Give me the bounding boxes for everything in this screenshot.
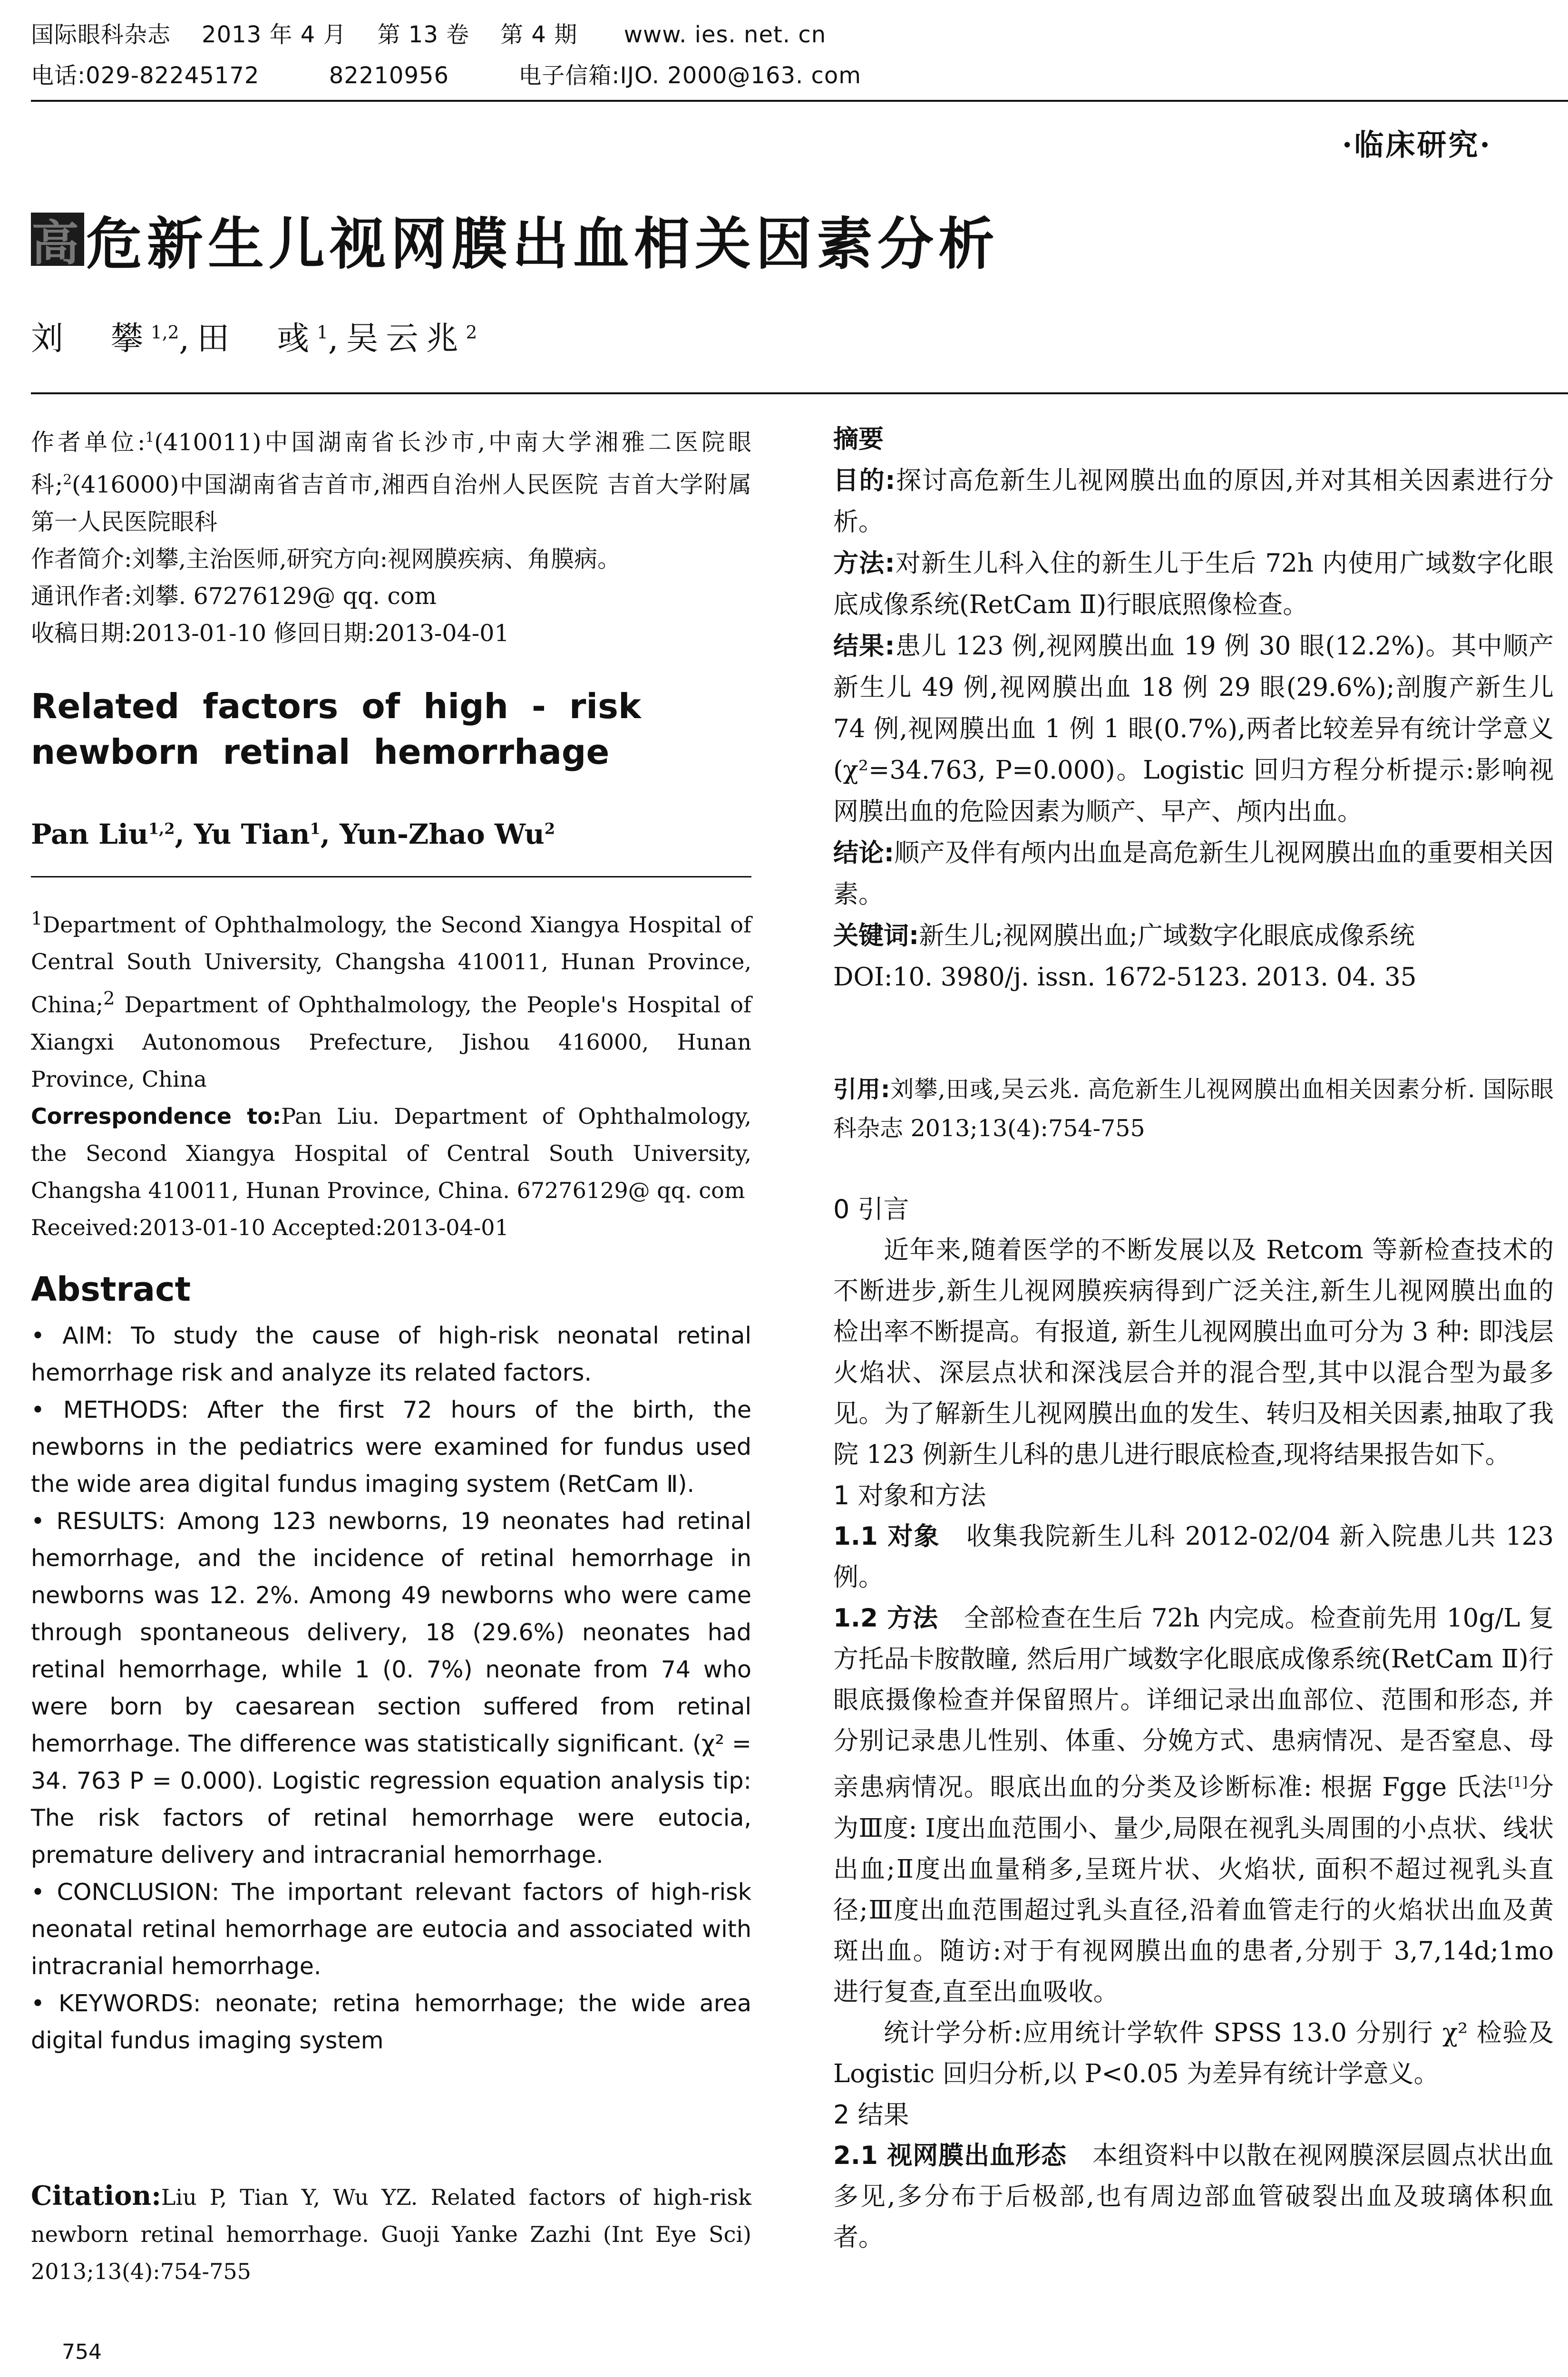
citation-en [31, 2177, 751, 2290]
abstract-en-body [31, 1317, 751, 2059]
title-initial-char: 高 [31, 213, 84, 266]
section-1-heading: 1 对象和方法 [833, 1481, 986, 1510]
abstract-conclusion: • CONCLUSION: The important relevant factors of high-risk neonatal retinal hemorrhage are eutocia and associated with intracranial hemorrhage. [31, 1879, 751, 1980]
section-tag: ·临床研究· [1342, 127, 1492, 162]
abstract-cn-conclusion: 结论:顺产及伴有颅内出血是高危新生儿视网膜出血的重要相关因素。 [833, 838, 1554, 909]
article-title [31, 199, 999, 280]
author-bio: 作者简介:刘攀,主治医师,研究方向:视网膜疾病、角膜病。 [31, 545, 621, 573]
received-dates: 收稿日期:2013-01-10 修回日期:2013-04-01 [31, 619, 509, 647]
author-cn-1-sup: 1,2 [151, 321, 179, 343]
english-title: Related factors of high - risk newborn retinal hemorrhage [31, 686, 641, 772]
received-accepted: Received:2013-01-10 Accepted:2013-04-01 [31, 1214, 509, 1240]
author-cn-3-sup: 2 [466, 321, 477, 343]
body-text [833, 1189, 1554, 2258]
subjects-paragraph: 1.1 对象 收集我院新生儿科 2012-02/04 新入院患儿共 123 例。 [833, 1522, 1554, 1592]
corresponding-author: 通讯作者:刘攀. 67276129@ qq. com [31, 582, 437, 610]
section-0-heading: 0 引言 [833, 1194, 909, 1224]
doi: DOI:10. 3980/j. issn. 1672-5123. 2013. 04. 35 [833, 963, 1417, 992]
authors-cn [31, 313, 477, 359]
abstract-methods: • METHODS: After the first 72 hours of the birth, the newborns in the pediatrics were examined for fundus used the wide area digital fundus imaging system (RetCam Ⅱ). [31, 1396, 751, 1498]
results-paragraph: 2.1 视网膜出血形态 本组资料中以散在视网膜深层圆点状出血多见,多分布于后极部,也有周边部血管破裂出血及玻璃体积血者。 [833, 2141, 1554, 2252]
abstract-cn-keywords: 关键词:新生儿;视网膜出血;广域数字化眼底成像系统 [833, 921, 1415, 950]
abstract-title: Abstract [31, 1270, 191, 1309]
abstract-cn-results: 结果:患儿 123 例,视网膜出血 19 例 30 眼(12.2%)。其中顺产新生儿 49 例,视网膜出血 18 例 29 眼(29.6%);剖腹产新生儿 74 例,视网膜出血 1 例 1 眼(0.7%),两者比较差异有统计学意义(χ²=34.763, P=0.000)。Logistic 回归方程分析提示:影响视网膜出血的危险因素为顺产、早产、颅内出血。 [833, 632, 1554, 826]
title-text: 危新生儿视网膜出血相关因素分析 [86, 211, 1000, 277]
author-meta [31, 419, 751, 652]
abstract-cn-heading: 摘要 [833, 425, 884, 454]
page-number: 754 [62, 2340, 102, 2364]
citation-cn: 引用:刘攀,田彧,吴云兆. 高危新生儿视网膜出血相关因素分析. 国际眼科杂志 2013;13(4):754-755 [833, 1076, 1554, 1142]
statistics-paragraph: 统计学分析:应用统计学软件 SPSS 13.0 分别行 χ² 检验及 Logistic 回归分析,以 P<0.05 为差异有统计学意义。 [833, 2018, 1554, 2088]
citation-text: Liu P, Tian Y, Wu YZ. Related factors of high-risk newborn retinal hemorrhage. Guoji Yanke Zazhi (Int Eye Sci) 2013;13(4):754-755 [31, 2184, 751, 2284]
journal-header-line1: 国际眼科杂志 2013 年 4 月 第 13 卷 第 4 期 www. ies. net. cn [31, 21, 827, 48]
abstract-cn-methods: 方法:对新生儿科入住的新生儿于生后 72h 内使用广域数字化眼底成像系统(RetCam Ⅱ)行眼底照像检查。 [833, 549, 1554, 619]
abstract-cn-aim: 目的:探讨高危新生儿视网膜出血的原因,并对其相关因素进行分析。 [833, 466, 1554, 536]
abstract-keywords: • KEYWORDS: neonate; retina hemorrhage; the wide area digital fundus imaging system [31, 1990, 751, 2054]
author-cn-2: ,田 彧 [179, 320, 317, 358]
english-affiliations [31, 900, 751, 1246]
section-2-heading: 2 结果 [833, 2099, 909, 2130]
author-cn-2-sup: 1 [317, 321, 328, 343]
affiliation-text: $^1$Department of Ophthalmology, the Second Xiangya Hospital of Central South University, Changsha 410011, Hunan Province, China;$^2$ Department of Ophthalmology, the People's Hospital of Xiangxi Autonomous Prefecture, Jishou 416000, Hunan Province, China [31, 908, 751, 1092]
intro-paragraph: 近年来,随着医学的不断发展以及 Retcom 等新检查技术的不断进步,新生儿视网膜疾病得到广泛关注,新生儿视网膜出血的检出率不断提高。有报道, 新生儿视网膜出血可分为 3 种: 即浅层火焰状、深层点状和深浅层合并的混合型,其中以混合型为最多见。为了解新生儿视网膜出血的发生、转归及相关因素,抽取了我院 123 例新生儿科的患儿进行眼底检查,现将结果报告如下。 [833, 1236, 1554, 1469]
journal-header-line2: 电话:029-82245172 82210956 电子信箱:IJO. 2000@163. com [31, 62, 862, 89]
author-cn-3: ,吴云兆 [328, 320, 466, 358]
citation-label: Citation: [31, 2180, 161, 2211]
abstract-cn [833, 419, 1554, 998]
correspondence: Correspondence to:Pan Liu. Department of Ophthalmology, the Second Xiangya Hospital of Central South University, Changsha 410011, Hunan Province, China. 67276129@ qq. com [31, 1103, 751, 1203]
en-authors-rule [31, 876, 751, 877]
title-rule [31, 392, 1568, 394]
author-cn-1: 刘 攀 [31, 320, 151, 358]
header-rule [31, 100, 1568, 102]
methods-paragraph: 1.2 方法 全部检查在生后 72h 内完成。检查前先用 10g/L 复方托品卡胺散瞳, 然后用广域数字化眼底成像系统(RetCam Ⅱ)行眼底摄像检查并保留照片。详细记录出血部位、范围和形态, 并分别记录患儿性别、体重、分娩方式、患病情况、是否窒息、母亲患病情况。眼底出血的分类及诊断标准: 根据 Fgge 氏法[1]分为Ⅲ度: Ⅰ度出血范围小、量少,局限在视乳头周围的小点状、线状出血;Ⅱ度出血量稍多,呈斑片状、火焰状, 面积不超过视乳头直径;Ⅲ度出血范围超过乳头直径,沿着血管走行的火焰状出血及黄斑出血。随访:对于有视网膜出血的患者,分别于 3,7,14d;1mo 进行复查,直至出血吸收。 [833, 1604, 1554, 2007]
abstract-aim: • AIM: To study the cause of high-risk neonatal retinal hemorrhage risk and analyze its related factors. [31, 1322, 751, 1386]
authors-en: Pan Liu$^{1,2}$, Yu Tian$^1$, Yun-Zhao Wu$^2$ [31, 818, 555, 850]
author-units: 作者单位:$^1$(410011)中国湖南省长沙市,中南大学湘雅二医院眼科;$^2$(416000)中国湖南省吉首市,湘西自治州人民医院 吉首大学附属第一人民医院眼科 [31, 429, 752, 536]
abstract-results: • RESULTS: Among 123 newborns, 19 neonates had retinal hemorrhage, and the incidence of retinal hemorrhage in newborns was 12. 2%. Among 49 newborns who were came through spontaneous delivery, 18 (29.6%) neonates had retinal hemorrhage, while 1 (0. 7%) neonate from 74 who were born by caesarean section suffered from retinal hemorrhage. The difference was statistically significant. (χ² = 34. 763 P = 0.000). Logistic regression equation analysis tip: The risk factors of retinal hemorrhage were eutocia, premature delivery and intracranial hemorrhage. [31, 1508, 751, 1869]
